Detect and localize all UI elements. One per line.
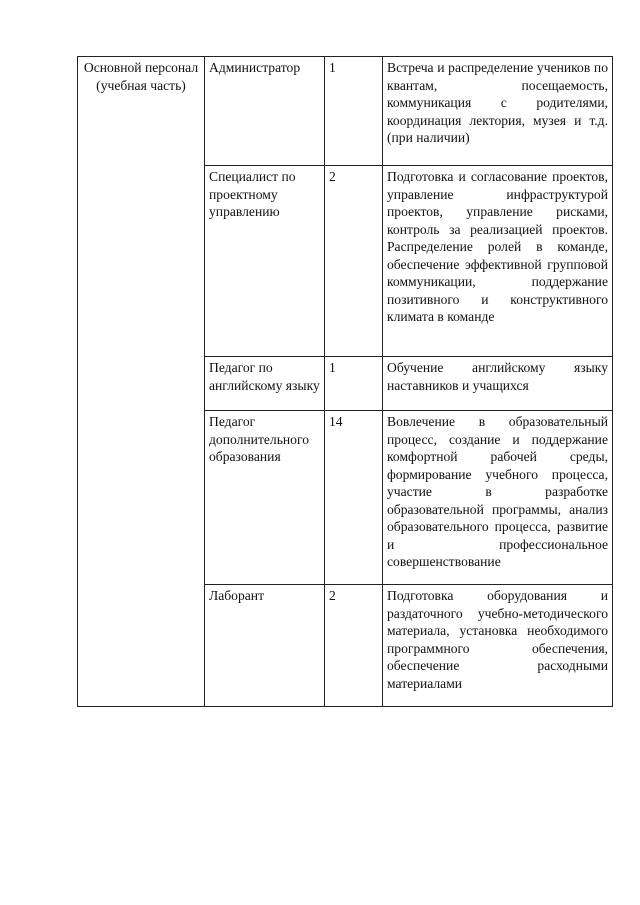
position-cell: Лаборант [205, 585, 325, 707]
count-cell: 14 [325, 411, 383, 585]
duties-cell: Подготовка оборудования и раздаточного учебно-методического материала, установка необходимого программного обеспечения, обеспечение расходными материалами [383, 585, 613, 707]
position-cell: Специалист по проектному управлению [205, 166, 325, 357]
position-cell: Педагог дополнительного образования [205, 411, 325, 585]
count-cell: 2 [325, 585, 383, 707]
category-cell: Основной персонал (учебная часть) [78, 57, 205, 707]
duties-cell: Обучение английскому языку наставников и учащихся [383, 357, 613, 411]
duties-cell: Встреча и распределение учеников по квантам, посещаемость, коммуникация с родителями, координация лектория, музея и т.д. (при наличии) [383, 57, 613, 166]
duties-cell: Вовлечение в образовательный процесс, создание и поддержание комфортной рабочей среды, формирование учебного процесса, участие в разработке образовательной программы, анализ образовательного процесса, развитие и профессиональное совершенствование [383, 411, 613, 585]
count-cell: 2 [325, 166, 383, 357]
staff-table [77, 56, 613, 707]
position-cell: Педагог по английскому языку [205, 357, 325, 411]
count-cell: 1 [325, 357, 383, 411]
table-row [78, 57, 613, 166]
count-cell: 1 [325, 57, 383, 166]
position-cell: Администратор [205, 57, 325, 166]
duties-cell: Подготовка и согласование проектов, управление инфраструктурой проектов, управление рисками, контроль за реализацией проектов. Распределение ролей в команде, обеспечение эффективной групповой коммуникации, поддержание позитивного и конструктивного климата в команде [383, 166, 613, 357]
